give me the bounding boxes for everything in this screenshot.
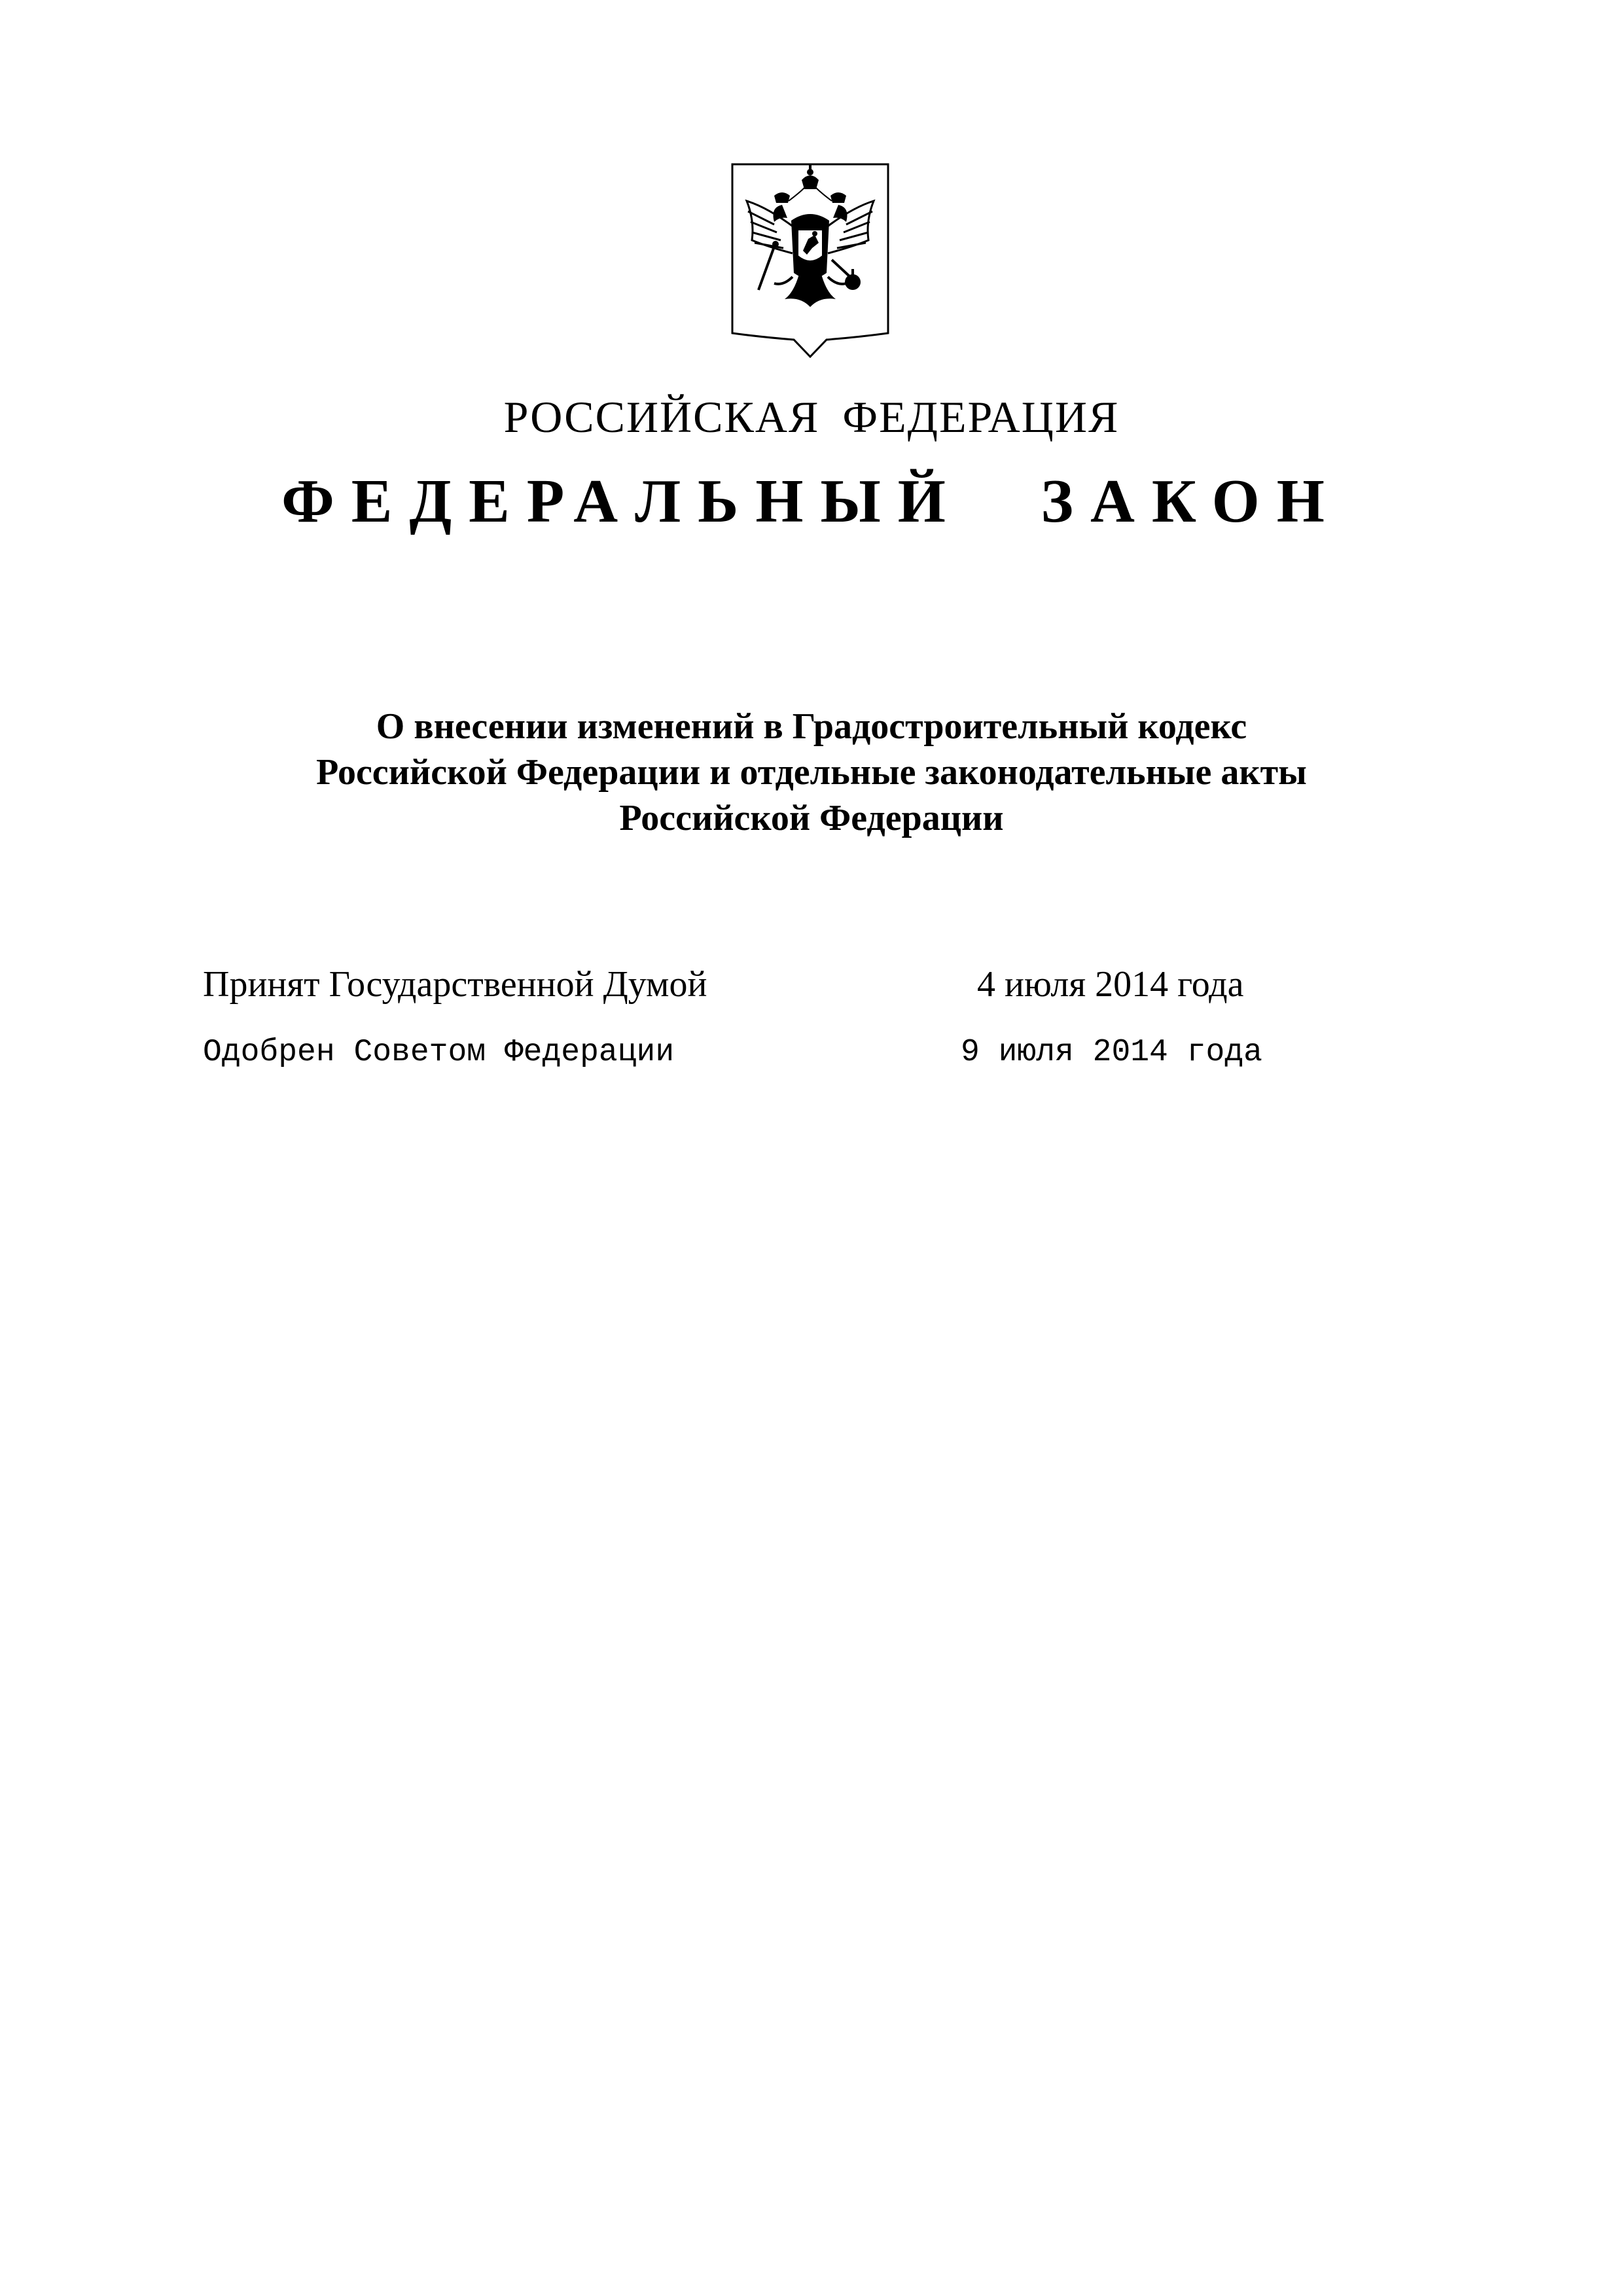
duma-adoption-label: Принят Государственной Думой: [203, 964, 707, 1005]
council-approval-date: 9 июля 2014 года: [961, 1035, 1262, 1070]
law-title: [196, 704, 1427, 841]
law-title-line: Российской Федерации: [619, 798, 1004, 838]
council-approval-label: Одобрен Советом Федерации: [203, 1035, 675, 1070]
law-title-line: О внесении изменений в Градостроительный кодекс: [376, 706, 1247, 747]
document-type: ФЕДЕРАЛЬНЫЙ ЗАКОН: [281, 467, 1342, 535]
law-title-line: Российской Федерации и отдельные законодательные акты: [316, 752, 1307, 793]
coat-of-arms-emblem: [728, 162, 892, 358]
country-name: РОССИЙСКАЯ ФЕДЕРАЦИЯ: [503, 392, 1120, 442]
duma-adoption-date: 4 июля 2014 года: [977, 964, 1244, 1005]
russian-coat-of-arms-icon: [728, 162, 892, 358]
